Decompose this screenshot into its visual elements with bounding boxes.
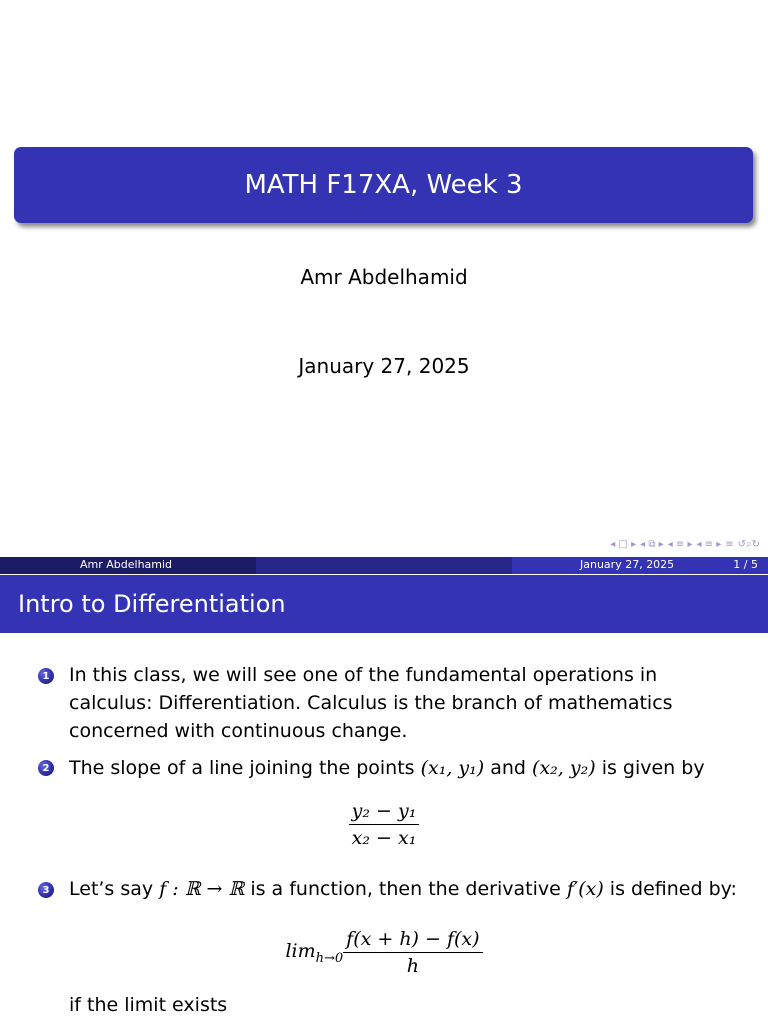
nav-align-icon[interactable]: ≡ bbox=[725, 539, 734, 550]
derivative-symbol: f′(x) bbox=[566, 878, 604, 900]
point-1: (x₁, y₁) bbox=[420, 757, 485, 779]
footer-author: Amr Abdelhamid bbox=[80, 558, 173, 571]
nav-subsection-icon[interactable]: ◂ ≡ ▸ bbox=[667, 539, 693, 550]
frame-title: Intro to Differentiation bbox=[18, 590, 286, 618]
footer-date: January 27, 2025 bbox=[580, 558, 675, 571]
derivative-numerator: f(x + h) − f(x) bbox=[343, 928, 482, 953]
footer-page-number: 1 / 5 bbox=[733, 558, 758, 571]
derivative-denominator: h bbox=[406, 955, 419, 977]
slope-numerator: y₂ − y₁ bbox=[349, 800, 420, 825]
slide-title: MATH F17XA, Week 3 bbox=[244, 170, 523, 200]
beamer-navigation-bar bbox=[610, 538, 760, 552]
nav-frame-icon[interactable]: ◂ ⧉ ▸ bbox=[640, 539, 664, 550]
slide-author: Amr Abdelhamid bbox=[300, 265, 468, 289]
function-map: f : ℝ → ℝ bbox=[159, 878, 245, 900]
slope-formula bbox=[0, 800, 768, 849]
list-item-2: The slope of a line joining the points (x₁, y₁) and (x₂, y₂) is given by bbox=[69, 757, 705, 779]
nav-search-icon[interactable]: ↺⌕↻ bbox=[737, 539, 760, 550]
footer-middle-cell bbox=[256, 557, 512, 574]
list-number-1: 1 bbox=[38, 668, 54, 684]
derivative-formula bbox=[0, 928, 768, 977]
nav-prev-icon[interactable]: ◂ □ ▸ bbox=[610, 539, 637, 550]
list-item-3: Let’s say f : ℝ → ℝ is a function, then the derivative f′(x) is defined by: bbox=[69, 878, 737, 900]
list-number-3: 3 bbox=[38, 882, 54, 898]
nav-section-icon[interactable]: ◂ ≡ ▸ bbox=[696, 539, 722, 550]
frame-title-bar bbox=[0, 575, 768, 633]
point-2: (x₂, y₂) bbox=[532, 757, 596, 779]
limit-note: if the limit exists bbox=[69, 994, 228, 1016]
slope-denominator: x₂ − x₁ bbox=[351, 827, 417, 849]
list-number-2: 2 bbox=[38, 760, 54, 776]
slide-date: January 27, 2025 bbox=[298, 354, 470, 378]
slide-title-box bbox=[14, 147, 753, 223]
list-item-1: In this class, we will see one of the fundamental operations in calculus: Differentiation. Calculus is the branch of mathematics concerned with continuous change. bbox=[69, 664, 673, 742]
slide-footer bbox=[0, 557, 768, 574]
limit-label: $\lim_{h\to 0}$ bbox=[285, 939, 344, 966]
